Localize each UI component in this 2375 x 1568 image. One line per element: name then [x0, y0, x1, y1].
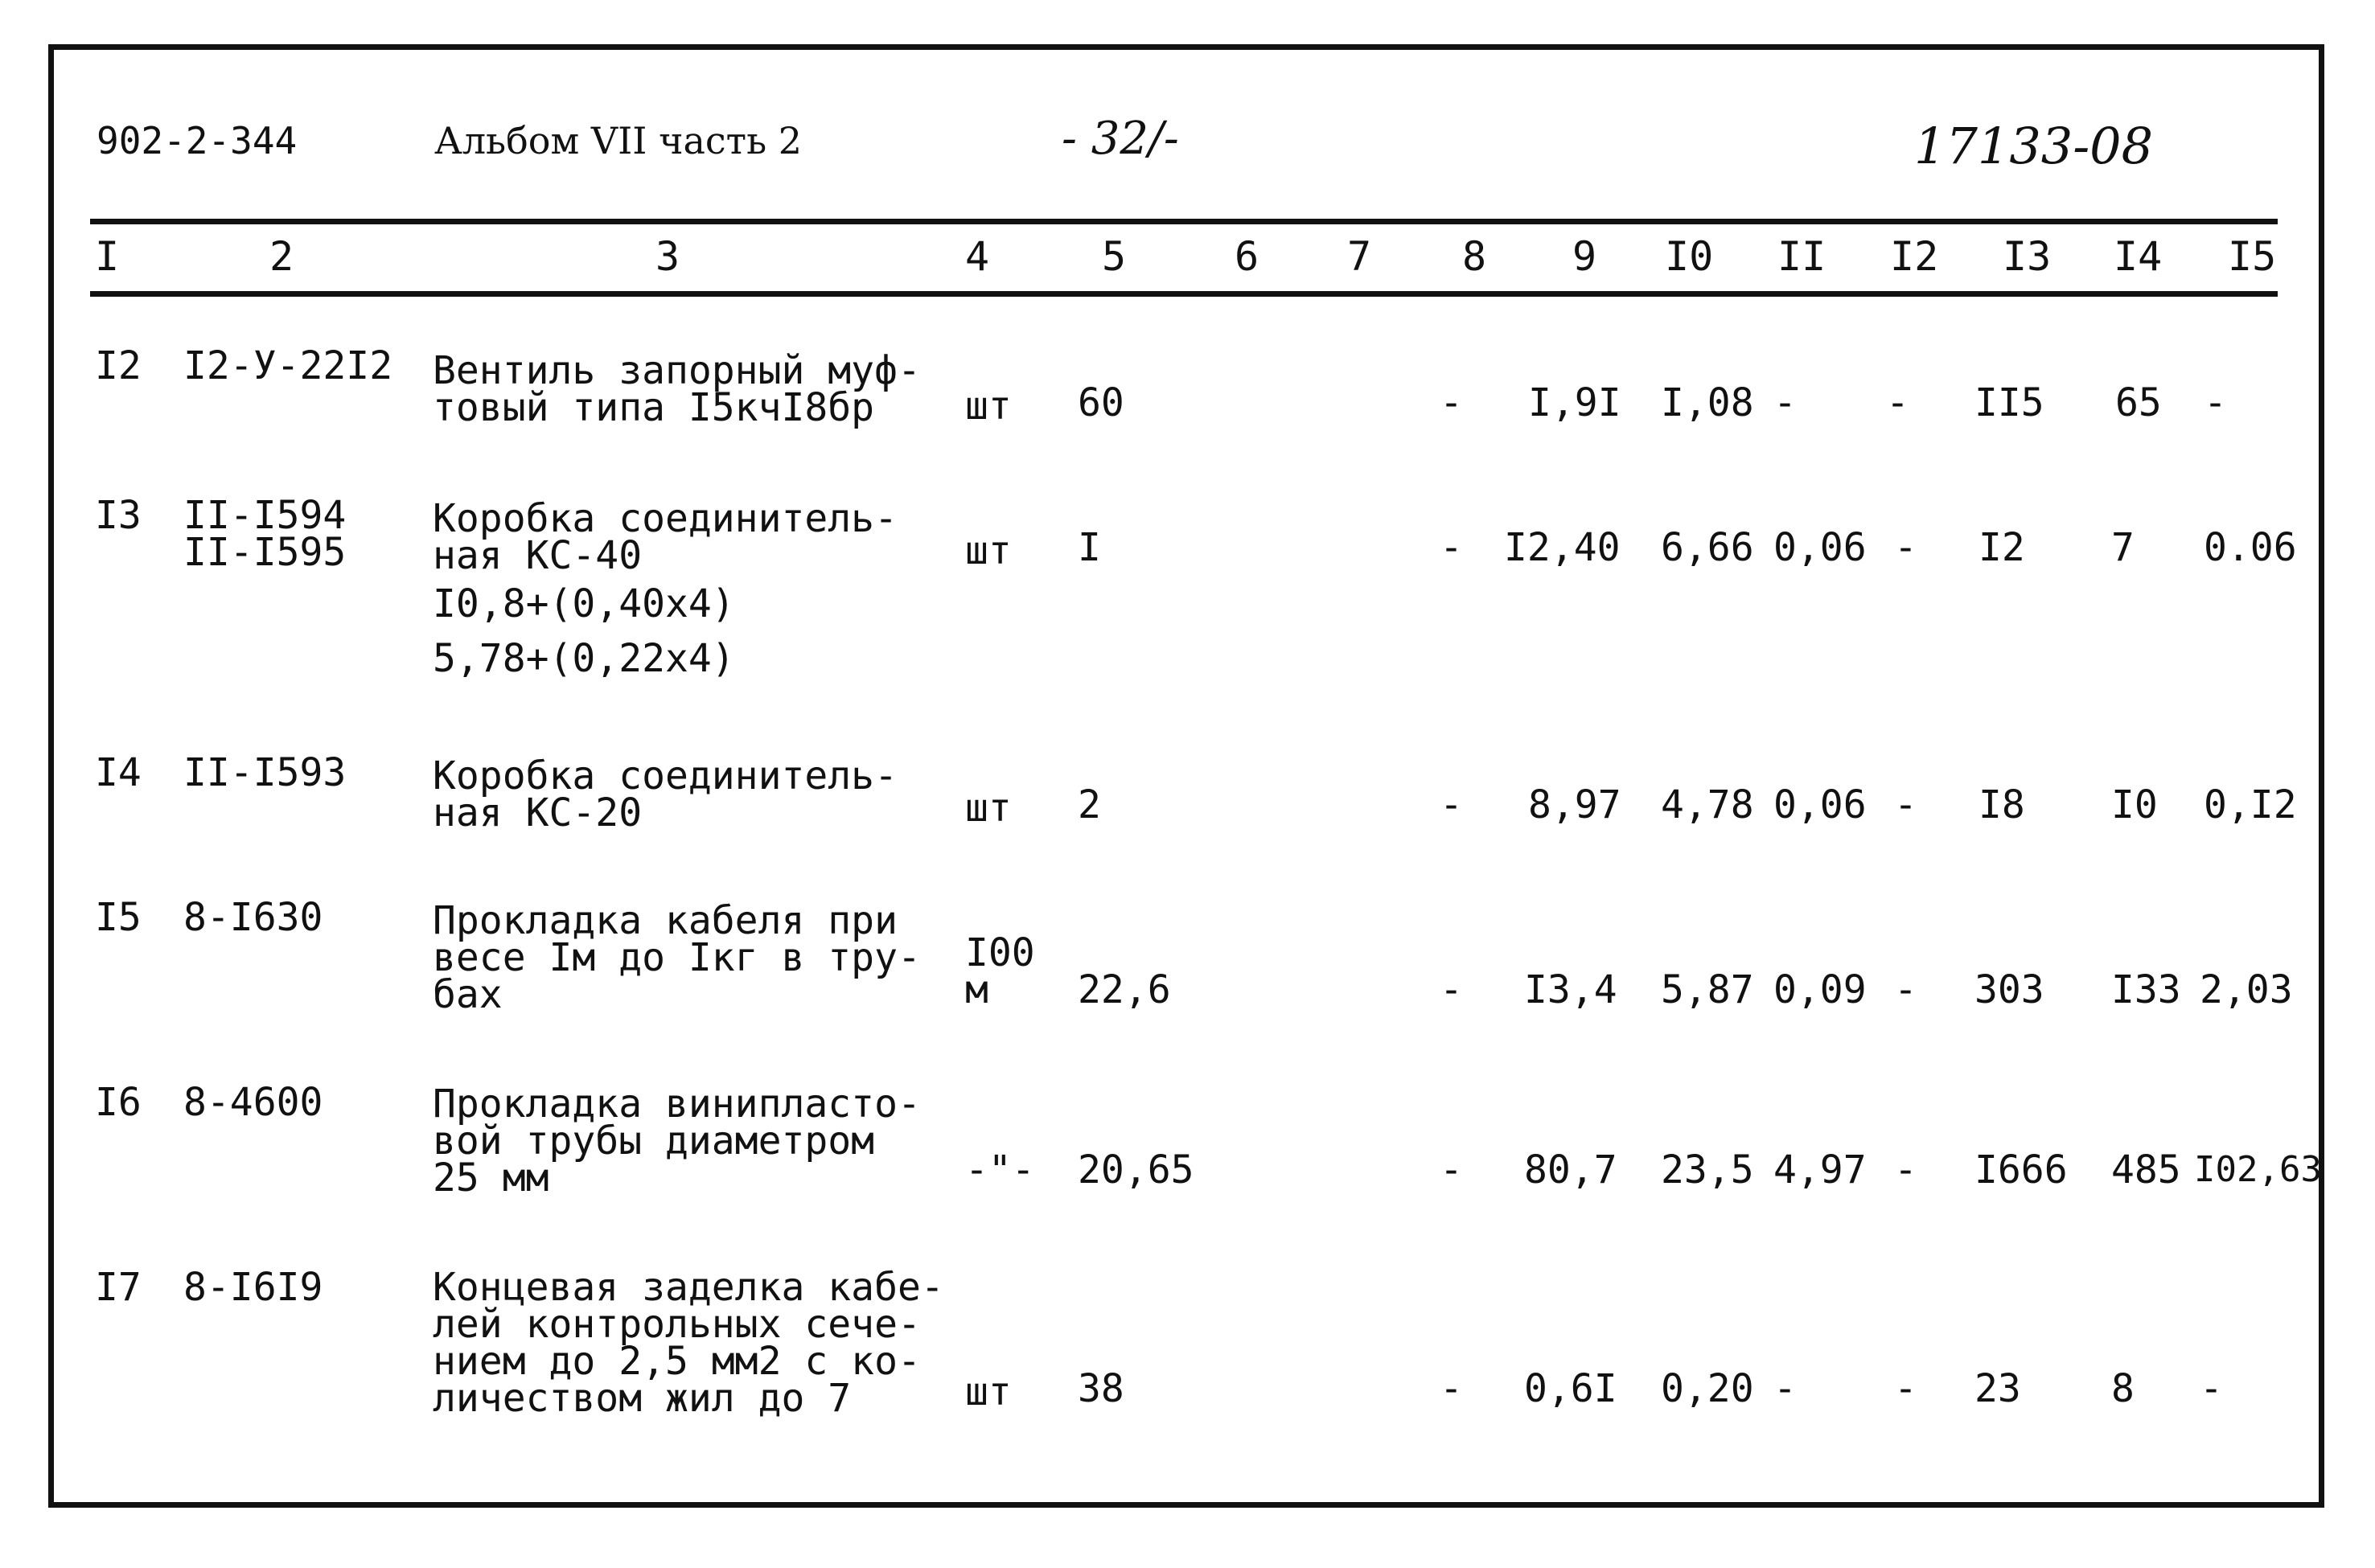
row-number: I2	[95, 343, 142, 388]
col-9: 0,6I	[1524, 1366, 1617, 1411]
col-15: 0,I2	[2204, 782, 2297, 827]
col-14: I0	[2111, 782, 2158, 827]
col-12: -	[1894, 782, 1917, 827]
norm-code: I2-У-22I2	[183, 343, 393, 388]
col-9: 8,97	[1528, 782, 1621, 827]
quantity: 2	[1078, 782, 1101, 827]
col-14: 485	[2111, 1147, 2181, 1192]
row-number: I6	[95, 1080, 142, 1125]
col-13: II5	[1974, 380, 2044, 425]
column-number: 8	[1462, 233, 1487, 280]
col-8: -	[1440, 1147, 1463, 1192]
norm-code: 8-I630	[183, 895, 323, 940]
col-12: -	[1894, 967, 1917, 1012]
col-9: I3,4	[1524, 967, 1617, 1012]
col-15: 2,03	[2200, 967, 2293, 1012]
column-number: 9	[1572, 233, 1597, 280]
column-number: I5	[2228, 233, 2277, 280]
quantity: 60	[1078, 380, 1124, 425]
unit: I00 м	[965, 930, 1035, 1012]
column-number: 2	[269, 233, 294, 280]
col-8: -	[1440, 782, 1463, 827]
reference-number: 17133-08	[1914, 117, 2154, 175]
column-number: 7	[1347, 233, 1372, 280]
col-10: 4,78	[1661, 782, 1754, 827]
norm-code: 8-4600	[183, 1080, 323, 1125]
col-13: I8	[1978, 782, 2025, 827]
row-number: I7	[95, 1265, 142, 1310]
column-number: I	[95, 233, 120, 280]
col-10: 0,20	[1661, 1366, 1754, 1411]
column-number: 4	[965, 233, 990, 280]
header-bottom-rule	[90, 291, 2278, 297]
unit: шт	[965, 786, 1012, 831]
col-11: 4,97	[1773, 1147, 1867, 1192]
work-description: Коробка соединитель- ная КС-20	[433, 753, 898, 835]
col-10: I,08	[1661, 380, 1754, 425]
col-9: I,9I	[1528, 380, 1621, 425]
column-number: I4	[2114, 233, 2163, 280]
norm-code: II-I594 II-I595	[183, 493, 347, 575]
work-description: Прокладка кабеля при весе Iм до Iкг в тру- бах	[433, 898, 921, 1017]
column-number: 6	[1235, 233, 1259, 280]
column-number: 5	[1102, 233, 1127, 280]
norm-code: II-I593	[183, 750, 347, 795]
col-8: -	[1440, 380, 1463, 425]
unit: -"-	[965, 1147, 1035, 1192]
album-title: Альбом VII часть 2	[434, 119, 803, 162]
row-number: I3	[95, 493, 142, 538]
col-12: -	[1894, 525, 1917, 570]
col-11: -	[1773, 380, 1797, 425]
col-14: 8	[2111, 1366, 2135, 1411]
column-number: I0	[1665, 233, 1714, 280]
col-13: 23	[1974, 1366, 2021, 1411]
col-15: -	[2204, 380, 2227, 425]
calculation-note: 5,78+(0,22х4)	[433, 636, 735, 681]
work-description: Прокладка винипласто- вой трубы диаметром 25 мм	[433, 1082, 921, 1201]
page-number: - 32/-	[1062, 113, 1179, 165]
col-10: 5,87	[1661, 967, 1754, 1012]
col-8: -	[1440, 1366, 1463, 1411]
quantity: I	[1078, 525, 1101, 570]
quantity: 20,65	[1078, 1147, 1194, 1192]
col-9: I2,40	[1504, 525, 1621, 570]
quantity: 22,6	[1078, 967, 1171, 1012]
col-8: -	[1440, 525, 1463, 570]
norm-code: 8-I6I9	[183, 1265, 323, 1310]
row-number: I4	[95, 750, 142, 795]
work-description: Вентиль запорный муф- товый типа I5кчI8бр	[433, 348, 921, 430]
work-description: Концевая заделка кабе- лей контрольных сече- нием до 2,5 мм2 с ко- личеством жил до 7	[433, 1265, 944, 1421]
quantity: 38	[1078, 1366, 1124, 1411]
col-14: 7	[2111, 525, 2135, 570]
col-13: I2	[1978, 525, 2025, 570]
col-11: -	[1773, 1366, 1797, 1411]
col-13: I666	[1974, 1147, 2068, 1192]
calculation-note: I0,8+(0,40х4)	[433, 581, 735, 626]
column-number: 3	[655, 233, 680, 280]
col-12: -	[1886, 380, 1909, 425]
col-14: I33	[2111, 967, 2181, 1012]
col-15: I02,63	[2194, 1149, 2322, 1190]
col-10: 6,66	[1661, 525, 1754, 570]
unit: шт	[965, 528, 1012, 573]
row-number: I5	[95, 895, 142, 940]
unit: шт	[965, 384, 1012, 429]
col-10: 23,5	[1661, 1147, 1754, 1192]
col-11: 0,06	[1773, 782, 1867, 827]
col-12: -	[1894, 1366, 1917, 1411]
col-8: -	[1440, 967, 1463, 1012]
column-number: I2	[1890, 233, 1939, 280]
col-11: 0,09	[1773, 967, 1867, 1012]
col-15: 0.06	[2204, 525, 2297, 570]
col-12: -	[1894, 1147, 1917, 1192]
col-15: -	[2200, 1366, 2223, 1411]
column-number: I3	[2003, 233, 2052, 280]
column-number: II	[1777, 233, 1826, 280]
unit: шт	[965, 1369, 1012, 1414]
page-frame	[48, 44, 2324, 1508]
col-9: 80,7	[1524, 1147, 1617, 1192]
header-top-rule	[90, 219, 2278, 224]
work-description: Коробка соединитель- ная КС-40	[433, 496, 898, 578]
document-code: 902-2-344	[97, 119, 298, 162]
col-14: 65	[2115, 380, 2162, 425]
col-13: 303	[1974, 967, 2044, 1012]
col-11: 0,06	[1773, 525, 1867, 570]
